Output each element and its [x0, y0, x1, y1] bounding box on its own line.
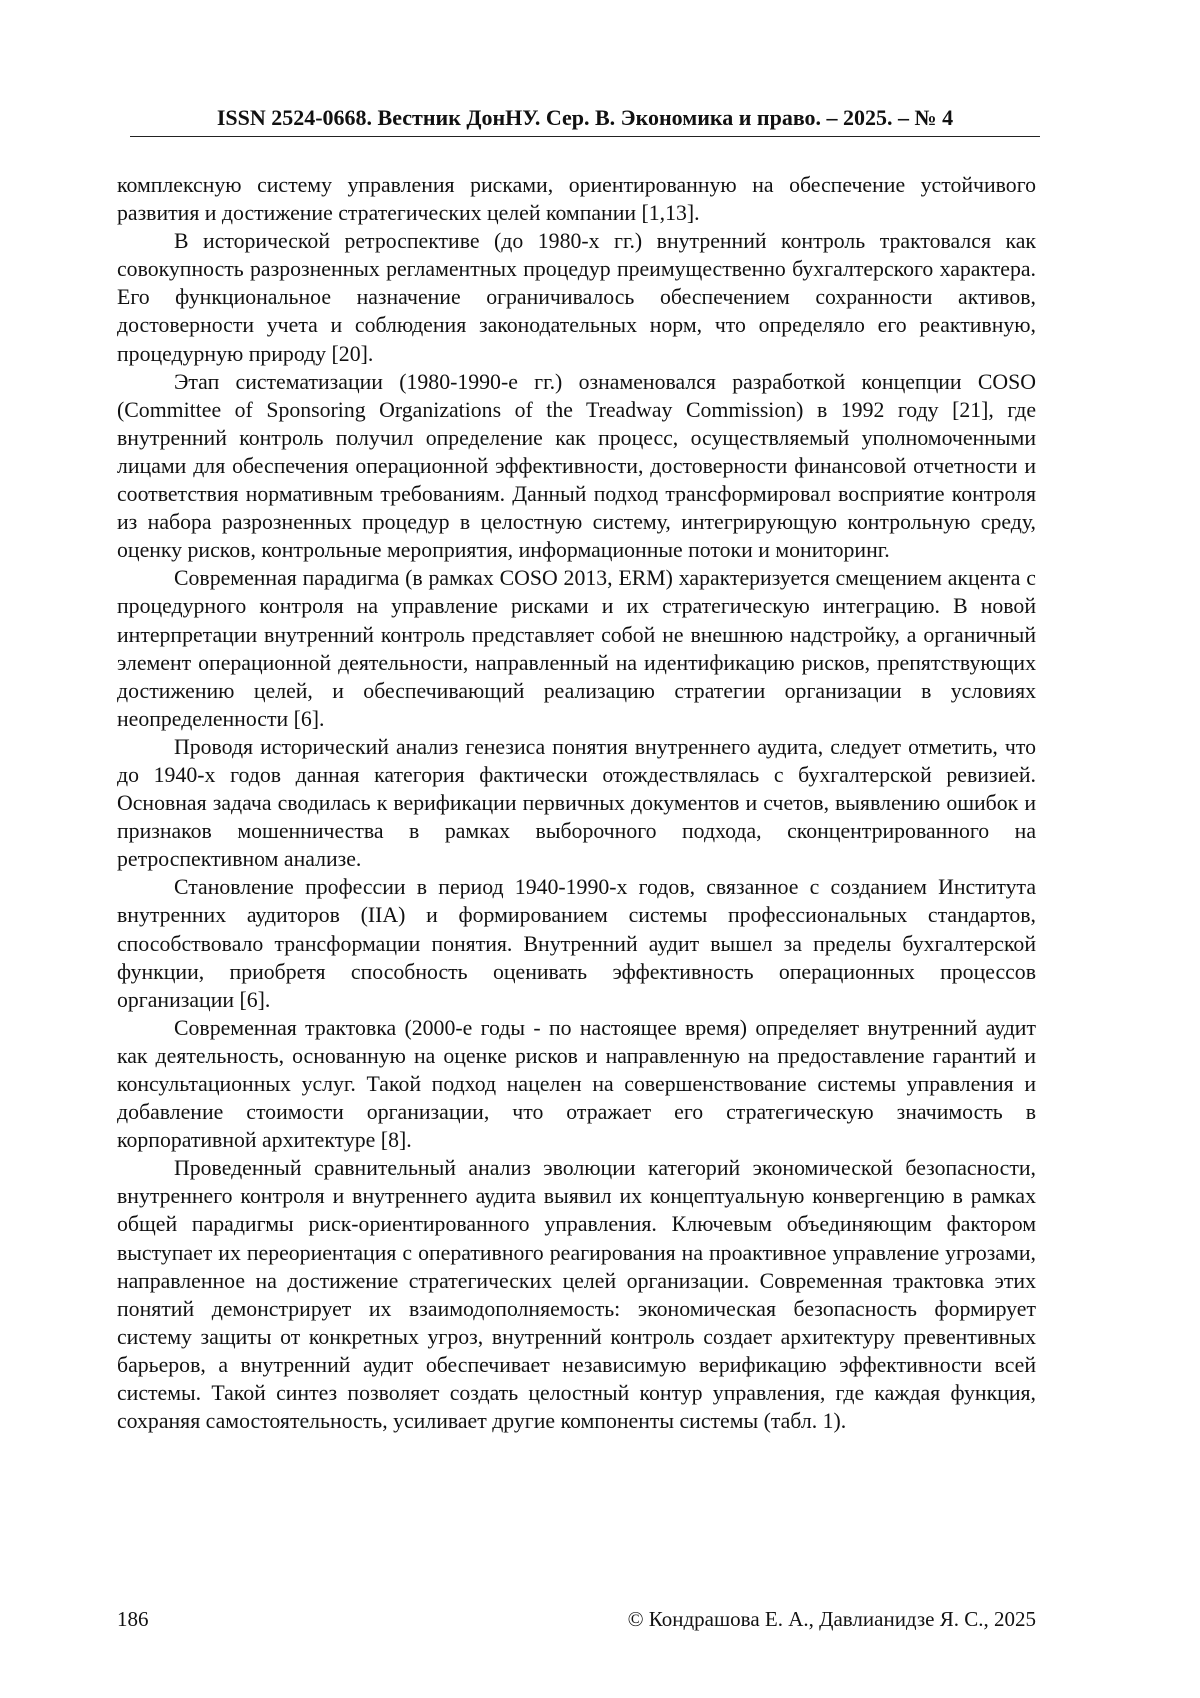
- paragraph-continuation: комплексную систему управления рисками, ориентированную на обеспечение устойчивого развития и достижение стратегических целей компании [1,13].: [117, 173, 1036, 226]
- article-body: [117, 171, 1036, 1435]
- running-header: ISSN 2524-0668. Вестник ДонНУ. Сер. В. Экономика и право. – 2025. – № 4: [130, 104, 1040, 137]
- paragraph-comparative-analysis: Проведенный сравнительный анализ эволюции категорий экономической безопасности, внутреннего контроля и внутреннего аудита выявил их концептуальную конвергенцию в рамках общей парадигмы риск-ориентированного управления. Ключевым объединяющим фактором выступает их переориентация с оперативного реагирования на проактивное управление угрозами, направленное на достижение стратегических целей организации. Современная трактовка этих понятий демонстрирует их взаимодополняемость: экономическая безопасность формирует систему защиты от конкретных угроз, внутренний контроль создает архитектуру превентивных барьеров, а внутренний аудит обеспечивает независимую верификацию эффективности всей системы. Такой синтез позволяет создать целостный контур управления, где каждая функция, сохраняя самостоятельность, усиливает другие компоненты системы (табл. 1).: [117, 1156, 1036, 1434]
- copyright-notice: © Кондрашова Е. А., Давлианидзе Я. С., 2025: [627, 1607, 1036, 1631]
- paragraph-internal-audit-genesis: Проводя исторический анализ генезиса понятия внутреннего аудита, следует отметить, что до 1940-х годов данная категория фактически отождествлялась с бухгалтерской ревизией. Основная задача сводилась к верификации первичных документов и счетов, выявлению ошибок и признаков мошенничества в рамках выборочного подхода, сконцентрированного на ретроспективном анализе.: [117, 734, 1036, 872]
- paragraph-profession-formation: Становление профессии в период 1940-1990-х годов, связанное с созданием Института внутренних аудиторов (IIA) и формированием системы профессиональных стандартов, способствовало трансформации понятия. Внутренний аудит вышел за пределы бухгалтерской функции, приобретя способность оценивать эффективность операционных процессов организации [6].: [117, 875, 1036, 1012]
- paragraph-modern-paradigm: Современная парадигма (в рамках COSO 2013, ERM) характеризуется смещением акцента с процедурного контроля на управление рисками и их стратегическую интеграцию. В новой интерпретации внутренний контроль представляет собой не внешнюю надстройку, а органичный элемент операционной деятельности, направленный на идентификацию рисков, препятствующих достижению целей, и обеспечивающий реализацию стратегии организации в условиях неопределенности [6].: [117, 566, 1036, 731]
- paragraph-modern-audit-definition: Современная трактовка (2000-е годы - по настоящее время) определяет внутренний аудит как деятельность, основанную на оценке рисков и направленную на предоставление гарантий и консультационных услуг. Такой подход нацелен на совершенствование системы управления и добавление стоимости организации, что отражает его стратегическую значимость в корпоративной архитектуре [8].: [117, 1015, 1036, 1153]
- paragraph-coso-systematization: Этап систематизации (1980-1990-е гг.) ознаменовался разработкой концепции COSO (Committee of Sponsoring Organizations of the Treadway Commission) в 1992 году [21], где внутренний контроль получил определение как процесс, осуществляемый уполномоченными лицами для обеспечения операционной эффективности, достоверности финансовой отчетности и соответствия нормативным требованиям. Данный подход трансформировал восприятие контроля из набора разрозненных процедур в целостную систему, интегрирующую контрольную среду, оценку рисков, контрольные мероприятия, информационные потоки и мониторинг.: [117, 369, 1036, 563]
- page-number: 186: [117, 1607, 149, 1631]
- paragraph-internal-control-history: В исторической ретроспективе (до 1980-х гг.) внутренний контроль трактовался как совокупность разрозненных регламентных процедур преимущественно бухгалтерского характера. Его функциональное назначение ограничивалось обеспечением сохранности активов, достоверности учета и соблюдения законодательных норм, что определяло его реактивную, процедурную природу [20].: [117, 229, 1036, 366]
